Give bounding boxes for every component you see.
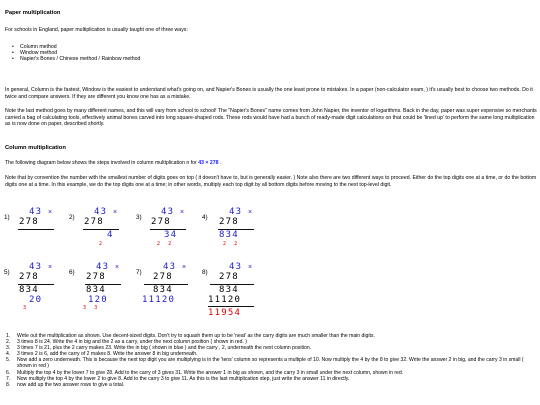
item-text: 3 times 8 is 24. Write the 4 in big and the 2 as a carry, under the next column position ( shown in red. )	[17, 339, 247, 346]
paragraph: In general, Column is the fastest, Window is the easiest to understand what's going on, and Napier's Bones is usually the one least prone to mistakes. In a paper (non-calculator exam, ) it's usually best to choose two methods. Do it twice and compare answers. If they are different you know one has as a mistake.	[5, 87, 533, 100]
top-number: 43	[161, 207, 175, 217]
top-number: 43	[29, 207, 43, 217]
item-number: 3.	[6, 345, 11, 352]
list-item	[6, 382, 536, 388]
paragraph: Note the last method goes by many different names, and this will vary from school to school! The "Napier's Bones" name comes from John Napier, the inventor of logarithms. Back in the day, paper was super expensive so merchants carried a bag of calculating tools, effectively animal bones carved into long square-shaped rods. These rods would have had a bunch of ready-made digit calculations on that could be 'lined up' to perform the same long multiplication as is now done on paper, described shortly.	[5, 108, 537, 128]
page-title: Paper multiplication	[5, 10, 61, 16]
diagram-intro	[5, 160, 537, 167]
bottom-number: 278	[219, 217, 239, 227]
paragraph: Note that by convention the number with the smallest number of digits goes on top ( it doesn't have to, but is generally easier. ) Note also there are two different ways to proceed. Either do the top digits one at a time, or do the bottom digits one at a time. In this example, we do the top digits one at a time; in other words, multiply each top digit by all bottom digits before moving to the next top-level digit.	[5, 175, 537, 188]
list-item	[6, 357, 536, 369]
answer-row: 11120	[142, 295, 176, 305]
step-label: 4)	[202, 214, 208, 221]
item-number: 8.	[6, 381, 11, 388]
divider	[18, 229, 54, 230]
answer-row: 20	[29, 295, 43, 305]
item-text: 3 times 2 is 6, add the carry of 2 makes 8. Write the answer 8 in big underneath.	[17, 351, 198, 358]
item-text: 3 times 7 is 21, plus the 2 carry makes 23. Write the in big ( shown in blue ) and the carry , 2, underneath the next column position.	[17, 345, 312, 352]
methods-list	[4, 44, 524, 63]
step-5	[4, 262, 68, 322]
item-text: now add up the two answer rows to give a total.	[17, 381, 125, 388]
answer-row: 34	[164, 230, 178, 240]
step-1	[4, 207, 68, 257]
list-item: • Window method	[4, 50, 524, 56]
step-label: 6)	[69, 269, 75, 276]
item-number: 7.	[6, 375, 11, 382]
step-7	[136, 262, 200, 322]
instruction-list	[6, 333, 536, 388]
step-3	[136, 207, 200, 257]
item-number: 2.	[6, 339, 11, 346]
item-text: Now add a zero underneath. This is because the next top digit you are multiplying is in the 'tens' column so represents a multiple of 10. Now multiply the 4 by the 8 to give 32. Write the answer 2 in big, and the carry 3 in small ( shown in red )	[17, 357, 524, 370]
final-answer: 11954	[208, 308, 242, 318]
step-6	[69, 262, 133, 322]
step-label: 7)	[136, 269, 142, 276]
bottom-number: 278	[219, 272, 239, 282]
highlight-expression: 43 × 278	[198, 160, 219, 166]
times-sign: ×	[115, 264, 120, 271]
carry-digits: 3	[23, 305, 29, 311]
item-text: Write out the multiplication as shown. Use decent-sized digits. Don't try to squash them up to be 'neat' as the carry digits are much smaller than the main digits.	[17, 333, 375, 339]
times-sign: ×	[48, 209, 53, 216]
times-sign: ×	[248, 209, 253, 216]
intro-text: For schools in England, paper multiplication is usually taught one of three ways:	[5, 27, 188, 33]
times-sign: ×	[248, 264, 253, 271]
item-text: Now multiply the top 4 by the lower 2 to give 8. Add to the carry 3 to give 11. As this is the last multiplication step, just write the answer 11 in directly.	[17, 375, 350, 382]
carry-digits: 3 3	[83, 305, 100, 311]
bottom-number: 278	[153, 272, 173, 282]
step-label: 1)	[4, 214, 10, 221]
diagram-intro-text: The following diagram below shows the steps involved in column multiplication n for	[5, 160, 197, 166]
step-label: 3)	[136, 214, 142, 221]
bottom-number: 278	[19, 217, 39, 227]
item-text: Multiply the top 4 by the lower 7 to give 28. Add to the carry of 3 gives 31. Write the answer 1 in big as shown, and the carry 3 in small under the next column, shown in red.	[17, 369, 404, 376]
carry-digits: 2 2	[223, 241, 240, 247]
list-item: • Column method	[4, 44, 524, 50]
diagram-intro-end: .	[220, 160, 222, 166]
bottom-number: 278	[86, 272, 106, 282]
step-4	[202, 207, 266, 257]
bottom-number: 278	[19, 272, 39, 282]
answer-row: 11120	[208, 295, 242, 305]
times-sign: ×	[180, 209, 185, 216]
step-label: 2)	[69, 214, 75, 221]
step-label: 8)	[202, 269, 208, 276]
carry-digits: 2	[99, 241, 105, 247]
top-number: 43	[229, 262, 243, 272]
top-number: 43	[94, 207, 108, 217]
step-label: 5)	[4, 269, 10, 276]
top-number: 43	[229, 207, 243, 217]
bottom-number: 278	[151, 217, 171, 227]
bottom-number: 278	[84, 217, 104, 227]
times-sign: ×	[48, 264, 53, 271]
item-number: 5.	[6, 357, 11, 364]
top-number: 43	[96, 262, 110, 272]
item-number: 4.	[6, 351, 11, 358]
item-number: 1.	[6, 333, 11, 339]
answer-row: 834	[219, 285, 239, 295]
answer-row: 834	[153, 285, 173, 295]
answer-row: 834	[219, 230, 239, 240]
section-heading: Column multiplication	[5, 145, 66, 151]
top-number: 43	[163, 262, 177, 272]
times-sign: ×	[113, 209, 118, 216]
step-8	[202, 262, 266, 332]
answer-row: 4	[107, 230, 114, 240]
carry-digits: 2 2	[157, 241, 174, 247]
answer-row: 120	[88, 295, 108, 305]
times-sign: ×	[182, 264, 187, 271]
step-2	[69, 207, 133, 257]
list-item: • Napier's Bones / Chinese method / Rainbow method	[4, 56, 524, 62]
answer-row: 834	[86, 285, 106, 295]
top-number: 43	[29, 262, 43, 272]
item-number: 6.	[6, 369, 11, 376]
answer-row: 834	[19, 285, 39, 295]
divider	[208, 306, 254, 307]
